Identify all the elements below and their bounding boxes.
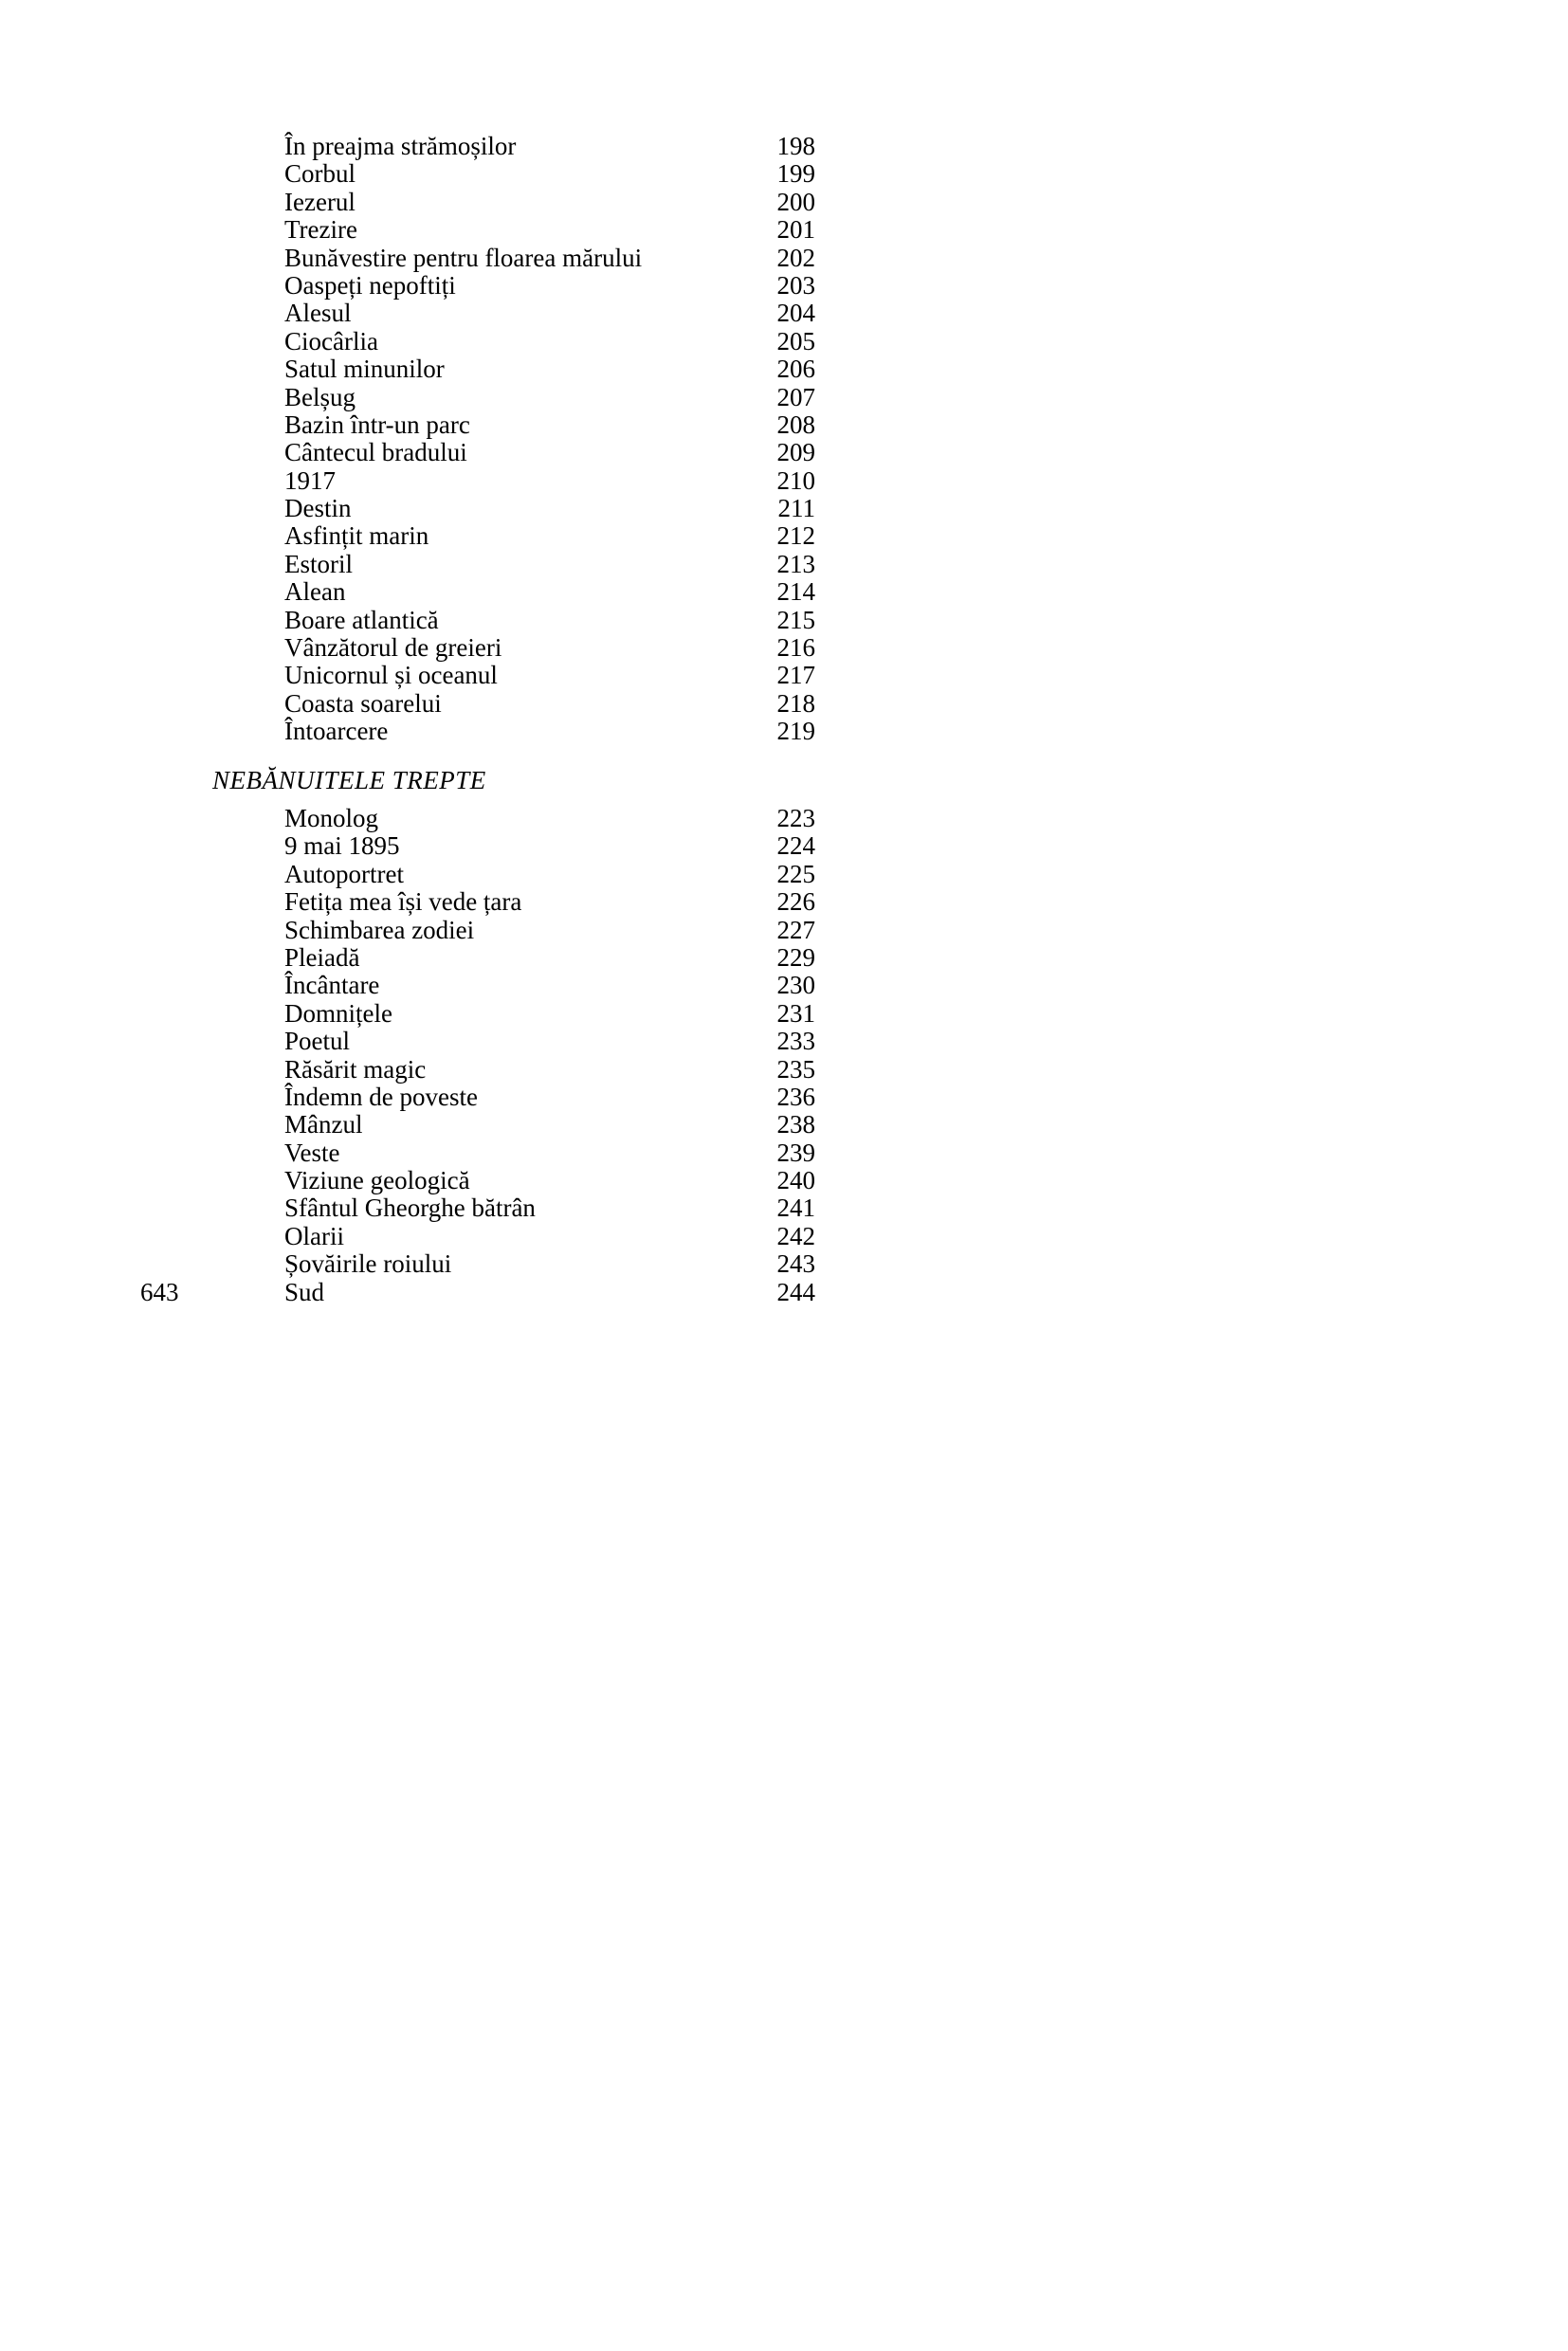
toc-entry bbox=[212, 1084, 815, 1111]
toc-entry-page: 227 bbox=[776, 915, 815, 944]
toc-entry bbox=[212, 355, 815, 383]
toc-entry-title: Autoportret bbox=[284, 859, 404, 888]
toc-entry bbox=[212, 1223, 815, 1250]
toc-entry-page: 239 bbox=[776, 1138, 815, 1167]
toc-entry bbox=[212, 522, 815, 550]
toc-entry-page: 216 bbox=[776, 633, 815, 663]
toc-entry-title: Corbul bbox=[284, 159, 356, 189]
toc-entry-title: Domnițele bbox=[284, 998, 392, 1028]
toc-entry-page: 202 bbox=[776, 243, 815, 272]
toc-entry bbox=[212, 1056, 815, 1084]
toc-entry-title: 9 mai 1895 bbox=[284, 831, 400, 861]
table-of-contents bbox=[212, 133, 815, 1306]
toc-entry-title: Șovăirile roiului bbox=[284, 1249, 452, 1279]
toc-entry-title: Fetița mea își vede țara bbox=[284, 887, 522, 917]
toc-entry-title: Monolog bbox=[284, 803, 379, 832]
toc-entry-title: Estoril bbox=[284, 549, 353, 578]
toc-entry bbox=[212, 1250, 815, 1278]
toc-entry-title: Sfântul Gheorghe bătrân bbox=[284, 1194, 536, 1223]
toc-entry-page: 203 bbox=[776, 270, 815, 300]
toc-entry-title: Poetul bbox=[284, 1027, 351, 1056]
toc-entry-page: 201 bbox=[776, 215, 815, 245]
toc-entry-page: 214 bbox=[776, 577, 815, 607]
toc-entry bbox=[212, 160, 815, 188]
toc-entry bbox=[212, 411, 815, 439]
toc-entry-title: Alesul bbox=[284, 299, 352, 328]
toc-entry bbox=[212, 607, 815, 634]
toc-entry bbox=[212, 133, 815, 160]
toc-entry bbox=[212, 662, 815, 689]
toc-entry-page: 230 bbox=[776, 971, 815, 1000]
toc-entry bbox=[212, 467, 815, 495]
toc-entry-page: 219 bbox=[776, 717, 815, 746]
toc-entry bbox=[212, 917, 815, 944]
toc-entry-title: Veste bbox=[284, 1138, 340, 1167]
toc-entry-title: Iezerul bbox=[284, 187, 356, 216]
toc-entry bbox=[212, 384, 815, 411]
toc-entry-page: 217 bbox=[776, 661, 815, 690]
toc-entry bbox=[212, 718, 815, 745]
toc-entry-page: 200 bbox=[776, 187, 815, 216]
toc-entry bbox=[212, 944, 815, 972]
toc-entry-title: Asfințit marin bbox=[284, 521, 429, 551]
toc-entry bbox=[212, 328, 815, 355]
toc-entry-page: 208 bbox=[776, 410, 815, 439]
toc-entry-page: 231 bbox=[776, 998, 815, 1028]
toc-entry-page: 244 bbox=[776, 1277, 815, 1306]
toc-entry-page: 209 bbox=[776, 438, 815, 467]
toc-entry-page: 210 bbox=[776, 465, 815, 495]
toc-entry-page: 215 bbox=[776, 605, 815, 634]
toc-entry-page: 218 bbox=[776, 688, 815, 718]
toc-entry-page: 212 bbox=[776, 521, 815, 551]
toc-entry bbox=[212, 1000, 815, 1028]
toc-entry-title: Răsărit magic bbox=[284, 1054, 427, 1084]
toc-entry-title: Alean bbox=[284, 577, 346, 607]
toc-entry-page: 243 bbox=[776, 1249, 815, 1279]
toc-entry-page: 226 bbox=[776, 887, 815, 917]
toc-entry bbox=[212, 216, 815, 244]
toc-entry-title: Bazin într-un parc bbox=[284, 410, 470, 439]
toc-entry-title: Coasta soarelui bbox=[284, 688, 442, 718]
toc-entry bbox=[212, 861, 815, 888]
toc-entry bbox=[212, 1279, 815, 1306]
toc-entry-page: 241 bbox=[776, 1194, 815, 1223]
toc-entry bbox=[212, 1139, 815, 1167]
toc-entry bbox=[212, 634, 815, 662]
toc-entry-title: Viziune geologică bbox=[284, 1166, 470, 1195]
toc-entry-title: Bunăvestire pentru floarea mărului bbox=[284, 243, 643, 272]
toc-entry-title: Oaspeți nepoftiți bbox=[284, 270, 456, 300]
toc-entry bbox=[212, 1111, 815, 1139]
toc-entry bbox=[212, 300, 815, 327]
toc-entry-title: Vânzătorul de greieri bbox=[284, 633, 502, 663]
toc-entry-title: Încântare bbox=[284, 971, 380, 1000]
toc-section-heading: NEBĂNUITELE TREPTE bbox=[212, 765, 486, 794]
toc-entry-page: 233 bbox=[776, 1027, 815, 1056]
toc-entry-title: Ciocârlia bbox=[284, 326, 378, 355]
toc-entry-page: 198 bbox=[776, 132, 815, 160]
toc-entry-title: Boare atlantică bbox=[284, 605, 439, 634]
toc-entry-page: 236 bbox=[776, 1082, 815, 1111]
toc-entry-page: 242 bbox=[776, 1221, 815, 1250]
toc-entry-title: Întoarcere bbox=[284, 717, 389, 746]
toc-entry-page: 224 bbox=[776, 831, 815, 861]
toc-entry-title: Destin bbox=[284, 494, 352, 523]
toc-entry-page: 238 bbox=[776, 1110, 815, 1139]
toc-entry-page: 229 bbox=[776, 942, 815, 972]
toc-entry-title: În preajma strămoșilor bbox=[284, 132, 517, 160]
toc-entry bbox=[212, 189, 815, 216]
toc-entry-page: 225 bbox=[776, 859, 815, 888]
toc-entry bbox=[212, 690, 815, 718]
toc-entry-page: 240 bbox=[776, 1166, 815, 1195]
toc-entry-title: Belșug bbox=[284, 382, 356, 411]
toc-entry-title: Unicornul și oceanul bbox=[284, 661, 498, 690]
toc-entry-page: 204 bbox=[776, 299, 815, 328]
toc-entry-title: Olarii bbox=[284, 1221, 344, 1250]
toc-entry bbox=[212, 832, 815, 860]
toc-entry bbox=[212, 1028, 815, 1055]
toc-entry bbox=[212, 551, 815, 578]
toc-entry-page: 207 bbox=[776, 382, 815, 411]
toc-entry-page: 223 bbox=[776, 803, 815, 832]
toc-entry-title: Cântecul bradului bbox=[284, 438, 467, 467]
toc-entry bbox=[212, 439, 815, 466]
toc-entry-title: Satul minunilor bbox=[284, 355, 445, 384]
toc-entry bbox=[212, 1167, 815, 1194]
toc-entry bbox=[212, 245, 815, 272]
toc-entry-title: Sud bbox=[284, 1277, 325, 1306]
toc-entry-page: 235 bbox=[776, 1054, 815, 1084]
page-folio: 643 bbox=[140, 1278, 179, 1306]
toc-entry-title: Schimbarea zodiei bbox=[284, 915, 475, 944]
toc-entry-title: Mânzul bbox=[284, 1110, 363, 1139]
toc-entry-title: Pleiadă bbox=[284, 942, 360, 972]
toc-entry bbox=[212, 1194, 815, 1222]
toc-entry-page: 205 bbox=[776, 326, 815, 355]
toc-entry bbox=[212, 972, 815, 999]
toc-entry-title: Îndemn de poveste bbox=[284, 1082, 478, 1111]
toc-entry bbox=[212, 272, 815, 300]
toc-entry-page: 206 bbox=[776, 355, 815, 384]
toc-entry bbox=[212, 805, 815, 832]
toc-entry-title: 1917 bbox=[284, 465, 336, 495]
toc-entry-page: 199 bbox=[776, 159, 815, 189]
toc-entry-title: Trezire bbox=[284, 215, 357, 245]
toc-entry bbox=[212, 888, 815, 916]
toc-entry bbox=[212, 495, 815, 522]
toc-entry-page: 211 bbox=[777, 494, 815, 523]
toc-entry bbox=[212, 578, 815, 606]
toc-entry-page: 213 bbox=[776, 549, 815, 578]
